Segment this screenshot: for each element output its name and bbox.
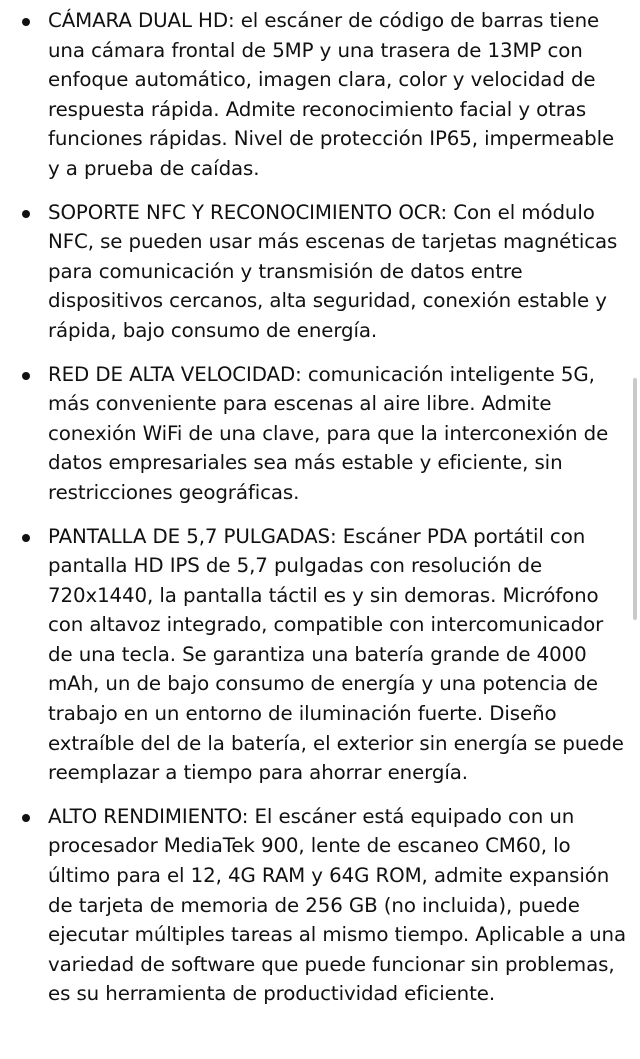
bullet-dot-icon (22, 814, 30, 822)
feature-bullet-list (0, 6, 628, 1009)
feature-bullet-screen (48, 522, 628, 788)
feature-bullet-camera (48, 6, 628, 184)
feature-text: ALTO RENDIMIENTO: El escáner está equipado con un procesador MediaTek 900, lente de escaneo CM60, lo último para el 12, 4G RAM y 64G ROM, admite expansión de tarjeta de memoria de 256 GB (no incluida), puede ejecutar múltiples tareas al mismo tiempo. Aplicable a una variedad de software que puede funcionar sin problemas, es su herramienta de productividad eficiente. (48, 804, 626, 1006)
feature-text: PANTALLA DE 5,7 PULGADAS: Escáner PDA portátil con pantalla HD IPS de 5,7 pulgadas con resolución de 720x1440, la pantalla táctil es y sin demoras. Micrófono con altavoz integrado, compatible con intercomunicador de una tecla. Se garantiza una batería grande de 4000 mAh, un de bajo consumo de energía y una potencia de trabajo en un entorno de iluminación fuerte. Diseño extraíble del de la batería, el exterior sin energía se puede reemplazar a tiempo para ahorrar energía. (48, 524, 624, 785)
vertical-scrollbar[interactable] (633, 378, 637, 620)
feature-bullet-nfc (48, 198, 628, 346)
feature-text: RED DE ALTA VELOCIDAD: comunicación inteligente 5G, más conveniente para escenas al aire libre. Admite conexión WiFi de una clave, para que la interconexión de datos empresariales sea más estable y eficiente, sin restricciones geográficas. (48, 362, 609, 504)
bullet-dot-icon (22, 210, 30, 218)
feature-text: CÁMARA DUAL HD: el escáner de código de barras tiene una cámara frontal de 5MP y una trasera de 13MP con enfoque automático, imagen clara, color y velocidad de respuesta rápida. Admite reconocimiento facial y otras funciones rápidas. Nivel de protección IP65, impermeable y a prueba de caídas. (48, 9, 615, 180)
feature-bullet-network (48, 360, 628, 508)
feature-text: SOPORTE NFC Y RECONOCIMIENTO OCR: Con el módulo NFC, se pueden usar más escenas de tarjetas magnéticas para comunicación y transmisión de datos entre dispositivos cercanos, alta seguridad, conexión estable y rápida, bajo consumo de energía. (48, 200, 618, 342)
bullet-dot-icon (22, 534, 30, 542)
product-feature-list-container (0, 6, 640, 1023)
bullet-dot-icon (22, 18, 30, 26)
feature-bullet-performance (48, 802, 628, 1009)
bullet-dot-icon (22, 372, 30, 380)
